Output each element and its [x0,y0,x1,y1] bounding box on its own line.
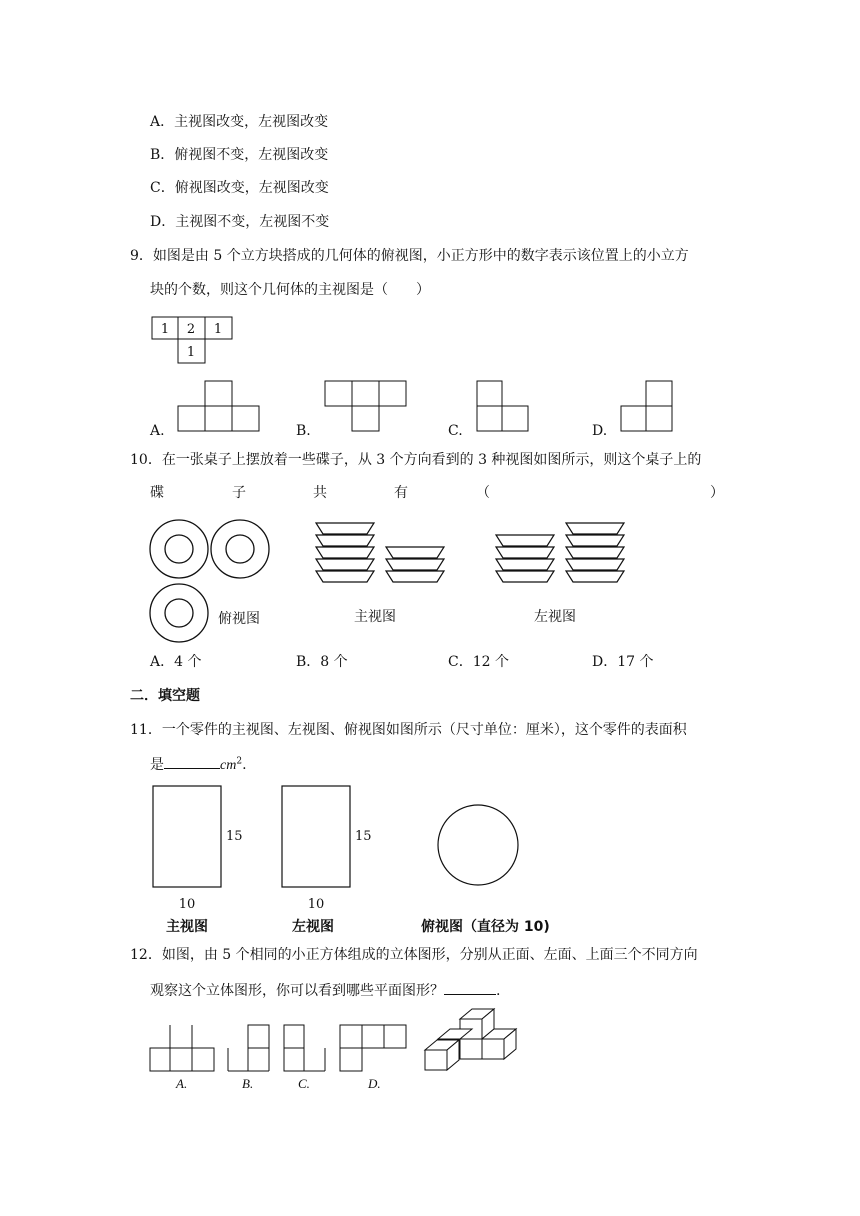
q10-front-view [310,518,460,628]
q12-figure-b [226,1024,278,1094]
q9-stem-line2: 块的个数，则这个几何体的主视图是（ ） [150,282,430,298]
q10-left-view [492,518,642,628]
q10-stem-char-6: ） [710,485,724,501]
q8-option-c: C．俯视图改变，左视图改变 [150,180,329,196]
q10-option-c: C．12 个 [448,654,509,670]
q11-left-width: 10 [307,897,325,912]
grid-cell-1: 1 [160,322,170,337]
q12-solid-figure [420,1005,524,1075]
q11-prefix: 是 [150,757,164,773]
q12-stem-text: 观察这个立体图形，你可以看到哪些平面图形？ [150,983,444,999]
q9-figure-b [325,380,409,432]
q12-label-d: D. [368,1076,381,1091]
q12-label-c: C. [298,1076,310,1091]
q10-stem-char-4: 有 [394,485,408,501]
q9-figure-a [178,380,262,432]
q10-stem-char-3: 共 [313,485,327,501]
q11-end: . [242,757,247,773]
q10-stem-line1: 10．在一张桌子上摆放着一些碟子，从 3 个方向看到的 3 种视图如图所示，则这个桌子上的 [130,452,702,468]
q11-left-view [279,783,389,935]
q10-caption-top: 俯视图 [218,611,260,627]
q8-option-d: D．主视图不变，左视图不变 [150,214,330,230]
q11-unit-exponent: 2 [236,756,243,767]
q12-figure-a [148,1024,220,1094]
q11-unit: cm [220,758,237,773]
q9-label-c: C. [448,423,463,439]
q9-label-a: A. [150,423,165,439]
q9-top-view-grid [150,316,240,368]
q11-caption-top: 俯视图（直径为 10) [421,919,550,935]
q10-stem-char-2: 子 [232,485,246,501]
q10-stem-char-5: （ [476,485,490,501]
q11-caption-left: 左视图 [292,919,334,935]
q10-caption-front: 主视图 [354,609,396,625]
grid-cell-2: 2 [186,322,196,337]
q12-label-b: B. [242,1076,254,1091]
q12-label-a: A. [176,1076,188,1091]
q11-front-height: 15 [226,829,243,844]
q11-front-view [150,783,260,935]
q10-top-view [148,515,288,650]
q11-left-height: 15 [355,829,372,844]
q9-stem-line1: 9．如图是由 5 个立方块搭成的几何体的俯视图，小正方形中的数字表示该位置上的小立方 [130,248,689,264]
q10-option-b: B．8 个 [296,654,348,670]
grid-cell-3: 1 [213,322,223,337]
q12-figure-c [282,1024,334,1094]
section-heading: 二．填空题 [130,688,200,704]
q11-answer-blank[interactable] [164,756,220,769]
q10-stem-char-1: 碟 [150,485,164,501]
q12-stem-line2 [150,982,500,998]
q10-caption-left: 左视图 [534,609,576,625]
q8-option-a: A．主视图改变，左视图改变 [150,114,329,130]
q12-end: . [496,983,501,999]
q11-front-width: 10 [178,897,196,912]
q12-figure-d [338,1024,410,1094]
q10-option-a: A．4 个 [150,654,202,670]
q12-answer-blank[interactable] [444,982,496,995]
grid-cell-4: 1 [186,345,196,360]
q9-figure-c [477,380,535,432]
q9-figure-d [621,380,679,432]
q12-stem-line1: 12．如图，由 5 个相同的小正方体组成的立体图形，分别从正面、左面、上面三个不同方向 [130,947,698,963]
q8-option-b: B．俯视图不变，左视图改变 [150,147,329,163]
q11-stem-line1: 11．一个零件的主视图、左视图、俯视图如图所示（尺寸单位：厘米），这个零件的表面积 [130,722,687,738]
q9-label-b: B. [296,423,311,439]
q11-top-view [418,783,588,935]
q10-option-d: D．17 个 [592,654,654,670]
q11-stem-line2 [150,756,247,773]
q11-caption-front: 主视图 [166,919,208,935]
q9-label-d: D. [592,423,608,439]
